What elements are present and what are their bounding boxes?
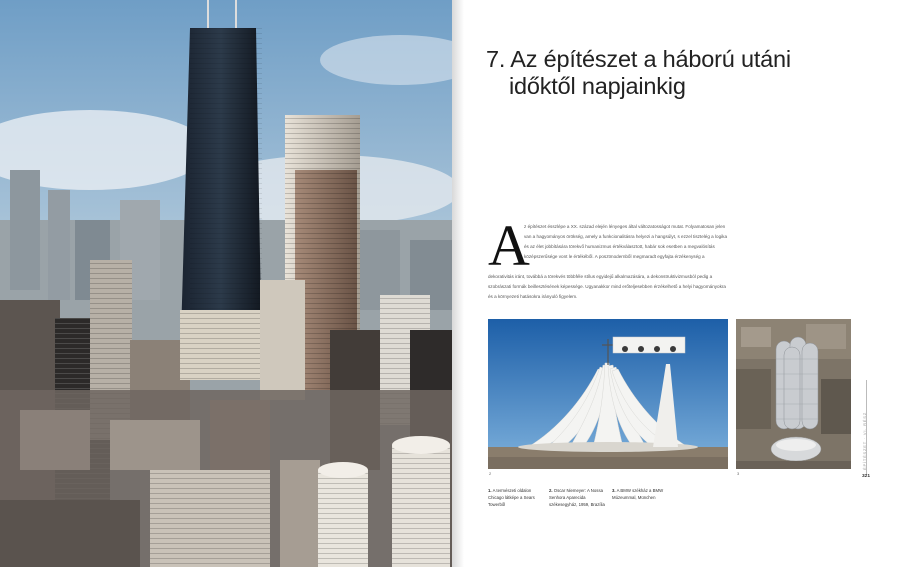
caption-3 xyxy=(612,487,672,501)
intro-text-rest: dekorativitás iránt, továbbá a törekvés többféle stílus egyidejű alkalmazására, a dekonstruktivizmusból pedig a szobrászati formák beillesztésének képessége. Ugyanakkor mind erőteljesebben érzékelhető a helyi hagyományokra és a környezeti hatásokra irányuló figyelem. xyxy=(488,274,726,299)
caption-2 xyxy=(549,487,607,508)
caption-2-text: Oscar Niemeyer: A Nossa Senhora Aparecida székesegyház, 1959, Brazília xyxy=(549,488,605,507)
chapter-title-line1: 7. Az építészet a háború utáni xyxy=(486,46,791,72)
intro-text-first: z építészet ésszlépe a XX. század elején lényeges által változatosságot mutat. Folyamatosan jelen van a hagyományos örökség, amely a funkcionalitásra helyezi a hangsúlyt, s ezzel tisztelég a logika és az élet jobbítására törekvő humanizmus értékválasztott, habár sok esetben a megvalósítás középszerűsége vont le értékéből. A posztmodernből megmaradt egyfajta érzékenység a xyxy=(524,224,728,259)
caption-1-text: A természeti oldalon Chicago látképe a Sears Towerből xyxy=(488,488,535,507)
brasilia-cathedral-photo xyxy=(488,319,728,469)
intro-paragraph xyxy=(488,213,730,304)
figure-3-number: 3 xyxy=(737,471,740,476)
caption-3-text: A BMW székház a BMW Múzeummal, München xyxy=(612,488,664,500)
page-number: 321 xyxy=(862,474,871,479)
caption-1 xyxy=(488,487,544,508)
caption-2-number: 2. xyxy=(549,488,553,493)
chapter-title xyxy=(486,46,876,100)
chapter-title-line2: időktől napjainkig xyxy=(509,73,686,99)
caption-1-number: 1. xyxy=(488,488,492,493)
running-head: ÉPÍTÉSZET · VI. RÉSZ xyxy=(862,412,867,470)
drop-cap: A xyxy=(488,213,530,278)
caption-3-number: 3. xyxy=(612,488,616,493)
bmw-headquarters-photo xyxy=(736,319,851,469)
page-gutter xyxy=(452,0,464,567)
figure-2-number: 2 xyxy=(489,471,492,476)
